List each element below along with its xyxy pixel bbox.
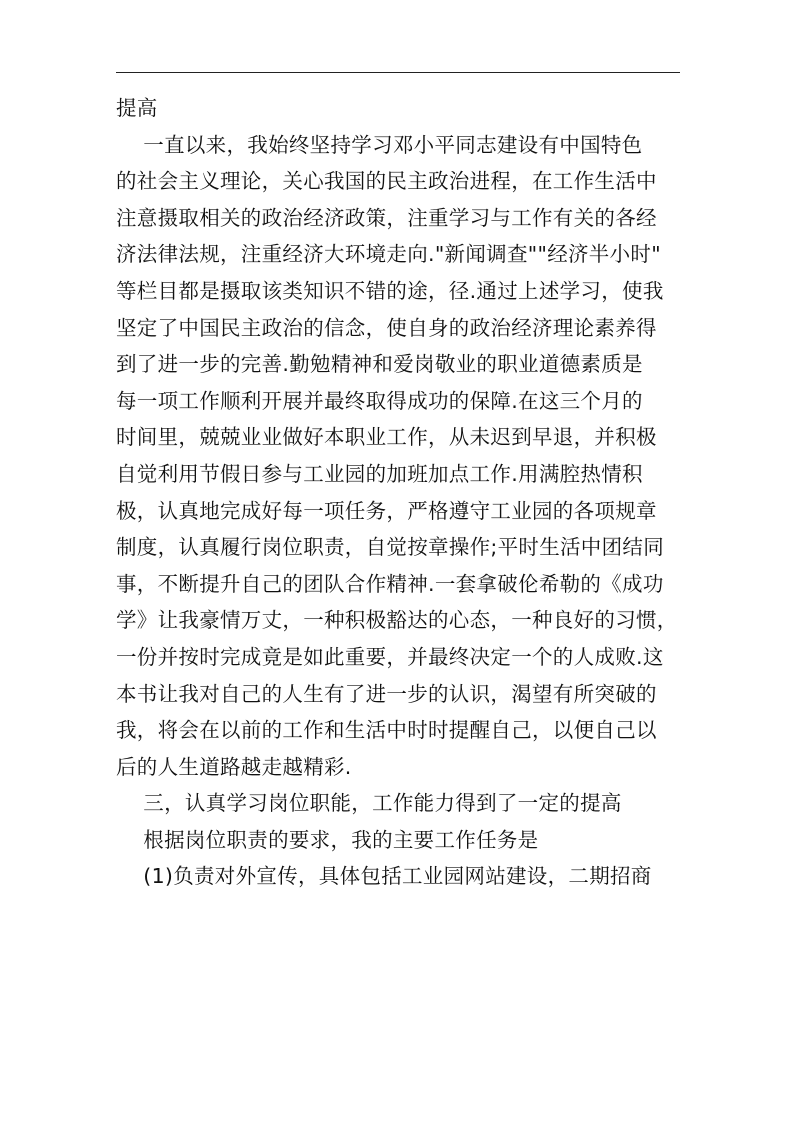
text-line: (1)负责对外宣传，具体包括工业园网站建设，二期招商 [116,864,652,889]
text-line: 自觉利用节假日参与工业园的加班加点工作.用满腔热情积 [116,461,643,486]
text-line: 学》让我豪情万丈，一种积极豁达的心态，一种良好的习惯， [116,608,678,633]
text-line: 济法律法规，注重经济大环境走向."新闻调查""经济半小时" [116,242,661,267]
text-line: 事，不断提升自己的团队合作精神.一套拿破伦希勒的《成功 [116,571,664,596]
text-line: 一份并按时完成竟是如此重要，并最终决定一个的人成败.这 [116,644,664,669]
body-text [116,90,686,895]
text-line: 三，认真学习岗位职能，工作能力得到了一定的提高 [116,791,622,816]
text-line: 坚定了中国民主政治的信念，使自身的政治经济理论素养得 [116,315,657,340]
text-line: 本书让我对自己的人生有了进一步的认识，渴望有所突破的 [116,681,657,706]
text-line: 到了进一步的完善.勤勉精神和爱岗敬业的职业道德素质是 [116,352,643,377]
text-line: 一直以来，我始终坚持学习邓小平同志建设有中国特色 [116,132,643,157]
text-line: 等栏目都是摄取该类知识不错的途，径.通过上述学习，使我 [116,278,664,303]
text-line: 后的人生道路越走越精彩. [116,754,352,779]
text-line: 提高 [116,96,158,120]
text-line: 时间里，兢兢业业做好本职业工作，从未迟到早退，并积极 [116,425,657,450]
text-line: 每一项工作顺利开展并最终取得成功的保障.在这三个月的 [116,388,643,413]
text-line: 我，将会在以前的工作和生活中时时提醒自己，以便自己以 [116,718,657,743]
text-line: 注意摄取相关的政治经济政策，注重学习与工作有关的各经 [116,205,657,230]
header-rule [116,72,680,73]
text-line: 根据岗位职责的要求，我的主要工作任务是 [116,827,539,852]
text-line: 的社会主义理论，关心我国的民主政治进程，在工作生活中 [116,169,657,194]
text-line: 制度，认真履行岗位职责，自觉按章操作;平时生活中团结同 [116,535,665,560]
text-line: 极，认真地完成好每一项任务，严格遵守工业园的各项规章 [116,498,657,523]
